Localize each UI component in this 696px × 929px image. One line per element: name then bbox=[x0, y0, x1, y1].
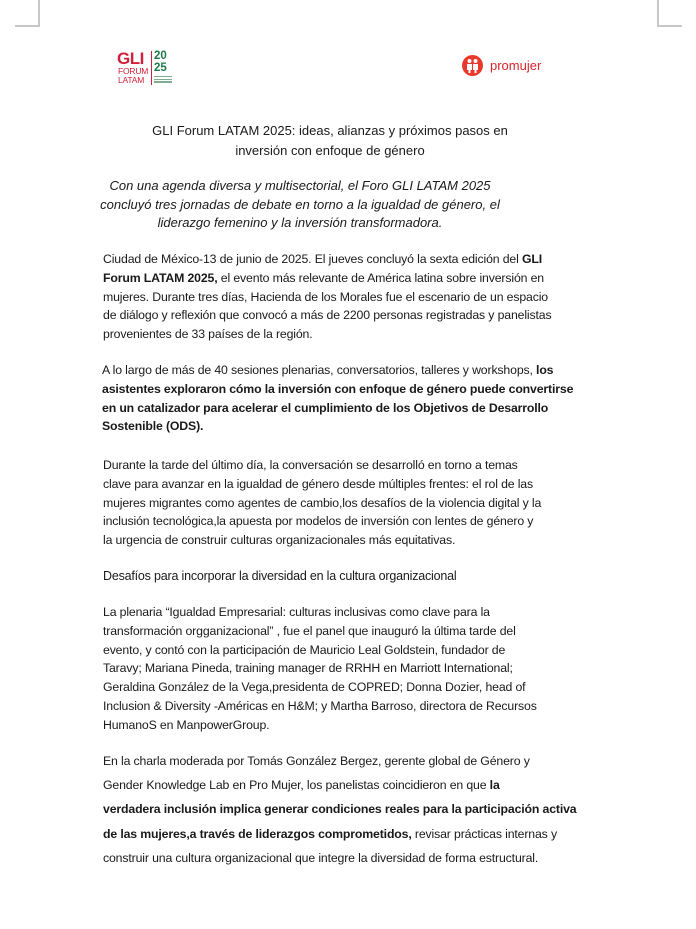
article-subtitle bbox=[90, 177, 510, 233]
bold-text: GLI bbox=[521, 252, 543, 266]
gli-logo-year-top: 20 bbox=[154, 50, 167, 62]
text-line: de diálogo y reflexión que convocó a más de 2200 personas registradas y panelistas bbox=[103, 308, 552, 323]
text: Ciudad de México-13 de junio de 2025. El jueves concluyó la sexta edición del bbox=[103, 252, 522, 266]
text-line: En la charla moderada por Tomás González Bergez, gerente global de Género y bbox=[103, 754, 530, 768]
text-line: construir una cultura organizacional que integre la diversidad de forma estructural. bbox=[103, 850, 539, 865]
gli-logo-word: GLI bbox=[117, 49, 144, 68]
text: el evento más relevante de América latina sobre inversión en bbox=[217, 270, 544, 285]
article-title bbox=[100, 121, 560, 161]
subtitle-line: liderazgo femenino y la inversión transformadora. bbox=[157, 215, 443, 230]
section-heading: Desafíos para incorporar la diversidad en la cultura organizacional bbox=[103, 569, 457, 583]
bold-text: la bbox=[489, 778, 500, 793]
text-line: provenientes de 33 países de la región. bbox=[103, 327, 313, 342]
gli-logo-fineprint bbox=[154, 76, 172, 84]
text-line: transformación orgganizacional” , fue el panel que inauguró la última tarde del bbox=[103, 623, 516, 638]
text-line: Durante la tarde del último día, la conversación se desarrolló en torno a temas bbox=[103, 458, 518, 472]
paragraph-last-day bbox=[103, 456, 583, 550]
gli-logo-line1: FORUM bbox=[118, 66, 149, 76]
paragraph-moderated-talk bbox=[103, 749, 583, 870]
text-line: Inclusion & Diversity -Américas en H&M; y Martha Barroso, directora de Recursos bbox=[103, 698, 537, 713]
promujer-logo-text: promujer bbox=[490, 58, 542, 73]
title-line: inversión con enfoque de género bbox=[235, 143, 425, 158]
bold-text: Forum LATAM 2025, bbox=[103, 270, 218, 285]
gli-forum-logo bbox=[117, 50, 179, 88]
text-line: inclusión tecnológica,la apuesta por modelos de inversión con lentes de género y bbox=[103, 514, 534, 529]
gli-logo-year bbox=[154, 50, 167, 74]
subtitle-line: concluyó tres jornadas de debate en torno a la igualdad de género, el bbox=[100, 196, 500, 212]
text-line: mujeres migrantes como agentes de cambio,los desafíos de la violencia digital y la bbox=[103, 495, 542, 510]
text: Gender Knowledge Lab en Pro Mujer, los panelistas coincidieron en que bbox=[103, 778, 490, 793]
paragraph-sessions bbox=[102, 361, 582, 436]
crop-mark-top-right bbox=[657, 0, 682, 27]
bold-text: asistentes exploraron cómo la inversión con enfoque de género puede convertirse bbox=[102, 381, 574, 396]
bold-text: Sostenible (ODS). bbox=[102, 419, 204, 434]
text-line: HumanoS en ManpowerGroup. bbox=[103, 717, 270, 732]
title-line: GLI Forum LATAM 2025: ideas, alianzas y próximos pasos en bbox=[152, 123, 508, 138]
text-line: Geraldina González de la Vega,presidenta de COPRED; Donna Dozier, head of bbox=[103, 680, 526, 695]
text: revisar prácticas internas y bbox=[411, 826, 557, 841]
text-line: La plenaria “Igualdad Empresarial: culturas inclusivas como clave para la bbox=[103, 605, 490, 619]
promujer-logo bbox=[462, 55, 541, 76]
gli-logo-year-bottom: 25 bbox=[154, 62, 167, 74]
text-line: clave para avanzar en la igualdad de género desde múltiples frentes: el rol de las bbox=[103, 476, 533, 491]
bold-text: de las mujeres,a través de liderazgos comprometidos, bbox=[103, 826, 412, 841]
bold-text: verdadera inclusión implica generar condiciones reales para la participación activa bbox=[103, 802, 577, 817]
text-line: mujeres. Durante tres días, Hacienda de los Morales fue el escenario de un espacio bbox=[103, 289, 548, 304]
text: A lo largo de más de 40 sesiones plenarias, conversatorios, talleres y workshops, bbox=[102, 363, 537, 377]
gli-logo-divider bbox=[151, 51, 152, 85]
crop-mark-top-left bbox=[15, 0, 40, 27]
text-line: la urgencia de construir culturas organizacionales más equitativas. bbox=[103, 533, 456, 548]
promujer-figures-icon bbox=[462, 55, 483, 76]
paragraph-intro bbox=[103, 250, 583, 344]
paragraph-plenary bbox=[103, 603, 583, 735]
gli-logo-forum-latam bbox=[118, 67, 148, 85]
subtitle-line: Con una agenda diversa y multisectorial, el Foro GLI LATAM 2025 bbox=[109, 178, 491, 193]
bold-text: en un catalizador para acelerar el cumplimiento de los Objetivos de Desarrollo bbox=[102, 400, 549, 415]
gli-logo-line2: LATAM bbox=[118, 75, 145, 85]
text-line: evento, y contó con la participación de Mauricio Leal Goldstein, fundador de bbox=[103, 642, 506, 657]
bold-text: los bbox=[536, 363, 554, 377]
text-line: Taravy; Mariana Pineda, training manager de RRHH en Marriott International; bbox=[103, 661, 513, 676]
